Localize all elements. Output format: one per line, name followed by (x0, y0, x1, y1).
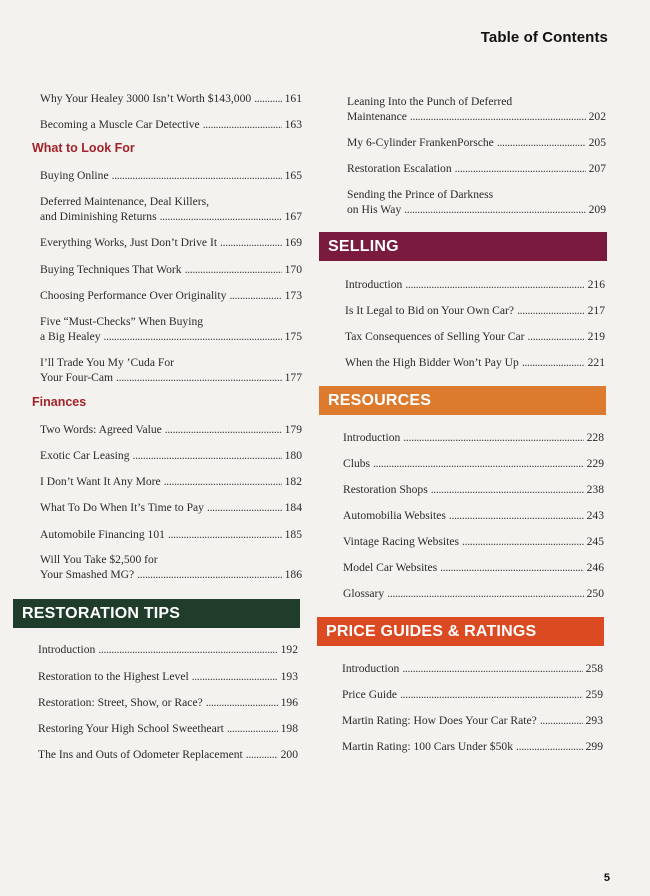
entry-title: Restoration: Street, Show, or Race? (38, 696, 203, 709)
page-title: Table of Contents (480, 29, 608, 46)
entry-page-number: 163 (284, 118, 302, 131)
dot-leader (440, 560, 583, 575)
entry-page-number: 207 (588, 162, 606, 175)
dot-leader (516, 739, 583, 754)
entry-title: Buying Techniques That Work (40, 263, 182, 276)
entry-title: Five “Must-Checks” When Buying (40, 315, 204, 328)
dot-leader (410, 109, 586, 124)
entry-page-number: 202 (588, 110, 606, 123)
entry-title: Introduction (342, 662, 400, 675)
section-banner: SELLING (319, 232, 607, 261)
dot-leader (206, 695, 278, 710)
toc-entry[interactable] (342, 713, 603, 728)
toc-entry[interactable] (347, 135, 606, 150)
page-number: 5 (603, 872, 610, 884)
toc-entry[interactable] (345, 355, 605, 370)
entry-title: Sending the Prince of Darkness (347, 188, 494, 201)
entry-page-number: 185 (284, 528, 302, 541)
entry-page-number: 192 (280, 643, 298, 656)
section-subheading: Finances (32, 395, 87, 409)
dot-leader (455, 161, 586, 176)
dot-leader (405, 277, 584, 292)
dot-leader (528, 329, 585, 344)
entry-title: Becoming a Muscle Car Detective (40, 118, 200, 131)
section-banner: RESTORATION TIPS (13, 599, 300, 628)
toc-entry[interactable] (343, 586, 604, 601)
toc-entry[interactable] (40, 422, 302, 437)
toc-entry[interactable] (345, 277, 605, 292)
dot-leader (168, 527, 282, 542)
entry-page-number: 161 (284, 92, 302, 105)
toc-entry[interactable] (40, 448, 302, 463)
dot-leader (185, 262, 282, 277)
toc-entry[interactable] (40, 552, 302, 582)
dot-leader (246, 747, 278, 762)
entry-page-number: 246 (586, 561, 604, 574)
entry-title: The Ins and Outs of Odometer Replacement (38, 748, 243, 761)
dot-leader (98, 642, 277, 657)
entry-page-number: 200 (280, 748, 298, 761)
dot-leader (387, 586, 583, 601)
entry-page-number: 205 (588, 136, 606, 149)
entry-title: Tax Consequences of Selling Your Car (345, 330, 525, 343)
entry-title: Your Smashed MG? (40, 568, 135, 581)
entry-title: Automobile Financing 101 (40, 528, 165, 541)
dot-leader (160, 209, 282, 224)
entry-page-number: 193 (280, 670, 298, 683)
toc-entry[interactable] (38, 721, 298, 736)
toc-entry[interactable] (38, 642, 298, 657)
dot-leader (112, 168, 282, 183)
toc-entry[interactable] (38, 747, 298, 762)
entry-page-number: 179 (284, 423, 302, 436)
toc-entry[interactable] (38, 695, 298, 710)
entry-page-number: 180 (284, 449, 302, 462)
toc-entry[interactable] (40, 314, 302, 344)
entry-title: Price Guide (342, 688, 398, 701)
entry-page-number: 228 (586, 431, 604, 444)
entry-title: Clubs (343, 457, 371, 470)
dot-leader (192, 669, 278, 684)
toc-entry[interactable] (40, 474, 302, 489)
toc-entry[interactable] (40, 355, 302, 385)
toc-entry[interactable] (40, 288, 302, 303)
entry-page-number: 229 (586, 457, 604, 470)
entry-page-number: 182 (284, 475, 302, 488)
entry-page-number: 238 (586, 483, 604, 496)
entry-page-number: 245 (586, 535, 604, 548)
toc-entry[interactable] (40, 500, 302, 515)
dot-leader (497, 135, 586, 150)
entry-title: Model Car Websites (343, 561, 438, 574)
entry-title: Automobilia Websites (343, 509, 446, 522)
entry-title: Restoring Your High School Sweetheart (38, 722, 224, 735)
entry-title: Exotic Car Leasing (40, 449, 130, 462)
entry-title: Restoration Shops (343, 483, 428, 496)
dot-leader (137, 567, 281, 582)
toc-entry[interactable] (343, 430, 604, 445)
toc-entry[interactable] (343, 456, 604, 471)
dot-leader (164, 474, 282, 489)
entry-page-number: 165 (284, 169, 302, 182)
dot-leader (133, 448, 282, 463)
entry-title: Your Four-Cam (40, 371, 113, 384)
toc-entry[interactable] (40, 168, 302, 183)
entry-title: Introduction (343, 431, 401, 444)
toc-entry[interactable] (40, 194, 302, 224)
entry-page-number: 170 (284, 263, 302, 276)
dot-leader (254, 91, 281, 106)
toc-entry[interactable] (342, 739, 603, 754)
toc-entry[interactable] (342, 687, 603, 702)
entry-title: I Don’t Want It Any More (40, 475, 161, 488)
entry-page-number: 299 (585, 740, 603, 753)
entry-page-number: 219 (587, 330, 605, 343)
entry-page-number: 293 (585, 714, 603, 727)
entry-title: My 6-Cylinder FrankenPorsche (347, 136, 494, 149)
entry-page-number: 258 (585, 662, 603, 675)
entry-title: Everything Works, Just Don’t Drive It (40, 236, 218, 249)
toc-entry[interactable] (343, 560, 604, 575)
entry-page-number: 250 (586, 587, 604, 600)
dot-leader (517, 303, 585, 318)
dot-leader (404, 202, 585, 217)
entry-page-number: 216 (587, 278, 605, 291)
toc-entry[interactable] (347, 161, 606, 176)
entry-title: Maintenance (347, 110, 407, 123)
dot-leader (403, 430, 583, 445)
entry-title: I’ll Trade You My ’Cuda For (40, 356, 174, 369)
dot-leader (165, 422, 282, 437)
toc-entry[interactable] (345, 329, 605, 344)
entry-title: a Big Healey (40, 330, 101, 343)
dot-leader (229, 288, 281, 303)
toc-entry[interactable] (40, 262, 302, 277)
dot-leader (220, 235, 282, 250)
toc-entry[interactable] (347, 94, 606, 124)
entry-title: Will You Take $2,500 for (40, 553, 158, 566)
dot-leader (104, 329, 282, 344)
dot-leader (203, 117, 282, 132)
toc-entry[interactable] (40, 527, 302, 542)
entry-title: Introduction (345, 278, 403, 291)
section-banner: RESOURCES (319, 386, 606, 415)
entry-title: Is It Legal to Bid on Your Own Car? (345, 304, 515, 317)
entry-title: Martin Rating: 100 Cars Under $50k (342, 740, 513, 753)
entry-page-number: 221 (587, 356, 605, 369)
entry-title: Deferred Maintenance, Deal Killers, (40, 195, 209, 208)
toc-entry[interactable] (40, 235, 302, 250)
dot-leader (402, 661, 582, 676)
section-banner: PRICE GUIDES & RATINGS (317, 617, 604, 646)
toc-entry[interactable] (343, 508, 604, 523)
entry-title: Two Words: Agreed Value (40, 423, 162, 436)
entry-title: Restoration to the Highest Level (38, 670, 189, 683)
toc-entry[interactable] (345, 303, 605, 318)
entry-page-number: 173 (284, 289, 302, 302)
dot-leader (431, 482, 584, 497)
entry-page-number: 198 (280, 722, 298, 735)
toc-entry[interactable] (347, 187, 606, 217)
entry-page-number: 217 (587, 304, 605, 317)
entry-page-number: 209 (588, 203, 606, 216)
entry-page-number: 175 (284, 330, 302, 343)
entry-title: Buying Online (40, 169, 109, 182)
entry-title: Choosing Performance Over Originality (40, 289, 227, 302)
dot-leader (227, 721, 278, 736)
dot-leader (116, 370, 282, 385)
entry-title: on His Way (347, 203, 402, 216)
section-subheading: What to Look For (32, 141, 135, 155)
toc-entry[interactable] (40, 91, 302, 106)
entry-title: What To Do When It’s Time to Pay (40, 501, 204, 514)
entry-title: Restoration Escalation (347, 162, 452, 175)
toc-entry[interactable] (38, 669, 298, 684)
dot-leader (207, 500, 282, 515)
entry-title: Vintage Racing Websites (343, 535, 459, 548)
toc-entry[interactable] (342, 661, 603, 676)
entry-title: Why Your Healey 3000 Isn’t Worth $143,000 (40, 92, 252, 105)
dot-leader (522, 355, 585, 370)
entry-title: Glossary (343, 587, 385, 600)
toc-entry[interactable] (343, 482, 604, 497)
entry-page-number: 186 (284, 568, 302, 581)
entry-page-number: 243 (586, 509, 604, 522)
entry-page-number: 184 (284, 501, 302, 514)
dot-leader (449, 508, 584, 523)
entry-title: Introduction (38, 643, 96, 656)
dot-leader (373, 456, 584, 471)
entry-page-number: 196 (280, 696, 298, 709)
entry-page-number: 259 (585, 688, 603, 701)
dot-leader (400, 687, 583, 702)
entry-page-number: 177 (284, 371, 302, 384)
dot-leader (462, 534, 584, 549)
entry-page-number: 169 (284, 236, 302, 249)
toc-entry[interactable] (40, 117, 302, 132)
entry-page-number: 167 (284, 210, 302, 223)
entry-title: Leaning Into the Punch of Deferred (347, 95, 513, 108)
toc-entry[interactable] (343, 534, 604, 549)
dot-leader (540, 713, 583, 728)
entry-title: Martin Rating: How Does Your Car Rate? (342, 714, 537, 727)
entry-title: When the High Bidder Won’t Pay Up (345, 356, 519, 369)
entry-title: and Diminishing Returns (40, 210, 157, 223)
